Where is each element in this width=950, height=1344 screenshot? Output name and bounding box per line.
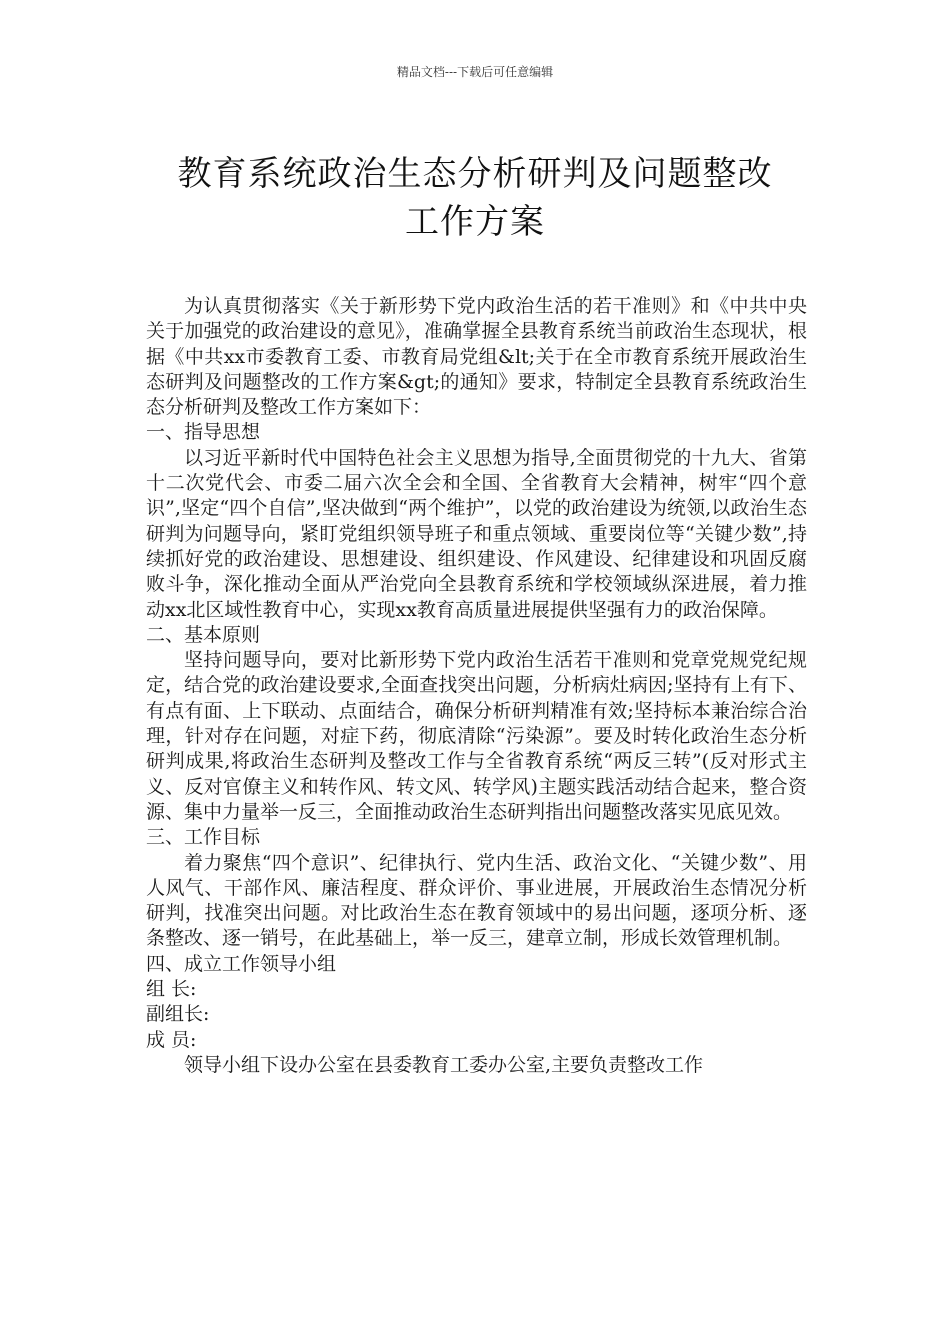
section-heading-basic-principles: 二、基本原则 <box>146 623 261 646</box>
document-title <box>120 150 830 246</box>
section-heading-guiding-thought: 一、指导思想 <box>146 421 261 444</box>
section-heading-leading-group: 四、成立工作领导小组 <box>146 952 337 975</box>
document-body <box>146 294 807 1078</box>
page-header: 精品文档---下载后可任意编辑 <box>396 65 554 79</box>
group-office-paragraph: 领导小组下设办公室在县委教育工委办公室,主要负责整改工作 <box>184 1053 704 1076</box>
section-heading-work-goals: 三、工作目标 <box>146 826 261 849</box>
document-title-line-2: 工作方案 <box>405 201 545 242</box>
section-body-basic-principles: 坚持问题导向，要对比新形势下党内政治生活若干准则和党章党规党纪规定，结合党的政治建设要求,全面查找突出问题，分析病灶病因;坚持有上有下、有点有面、上下联动、点面结合，确保分析研判精准有效;坚持标本兼治综合治理，针对存在问题，对症下药，彻底清除“污染源”。要及时转化政治生态分析研判成果,将政治生态研判及整改工作与全省教育系统“两反三转”(反对形式主义、反对官僚主义和转作风、转文风、转学风)主题实践活动结合起来，整合资源、集中力量举一反三，全面推动政治生态研判指出问题整改落实见底见效。 <box>146 649 807 823</box>
section-body-guiding-thought: 以习近平新时代中国特色社会主义思想为指导,全面贯彻党的十九大、省第十二次党代会、市委二届六次全会和全国、全省教育大会精神，树牢“四个意识”,坚定“四个自信”,坚决做到“两个维护”，以党的政治建设为统领,以政治生态研判为问题导向，紧盯党组织领导班子和重点领域、重要岗位等“关键少数”,持续抓好党的政治建设、思想建设、组织建设、作风建设、纪律建设和巩固反腐败斗争，深化推动全面从严治党向全县教育系统和学校领域纵深进展，着力推动xx北区域性教育中心，实现xx教育高质量进展提供坚强有力的政治保障。 <box>146 446 807 621</box>
group-members-line: 成 员: <box>146 1028 197 1051</box>
intro-paragraph: 为认真贯彻落实《关于新形势下党内政治生活的若干准则》和《中共中央关于加强党的政治建设的意见》，准确掌握全县教育系统当前政治生态现状，根据《中共xx市委教育工委、市教育局党组&lt;关于在全市教育系统开展政治生态研判及问题整改的工作方案&gt;的通知》要求，特制定全县教育系统政治生态分析研判及整改工作方案如下： <box>146 295 807 419</box>
section-body-work-goals: 着力聚焦“四个意识”、纪律执行、党内生活、政治文化、“关键少数”、用人风气、干部作风、廉洁程度、群众评价、事业进展，开展政治生态情况分析研判，找准突出问题。对比政治生态在教育领域中的易出问题，逐项分析、逐条整改、逐一销号，在此基础上，举一反三，建章立制，形成长效管理机制。 <box>146 851 807 950</box>
group-leader-line: 组 长: <box>146 978 197 1001</box>
document-title-line-1: 教育系统政治生态分析研判及问题整改 <box>177 153 773 194</box>
group-deputy-line: 副组长: <box>146 1003 210 1026</box>
